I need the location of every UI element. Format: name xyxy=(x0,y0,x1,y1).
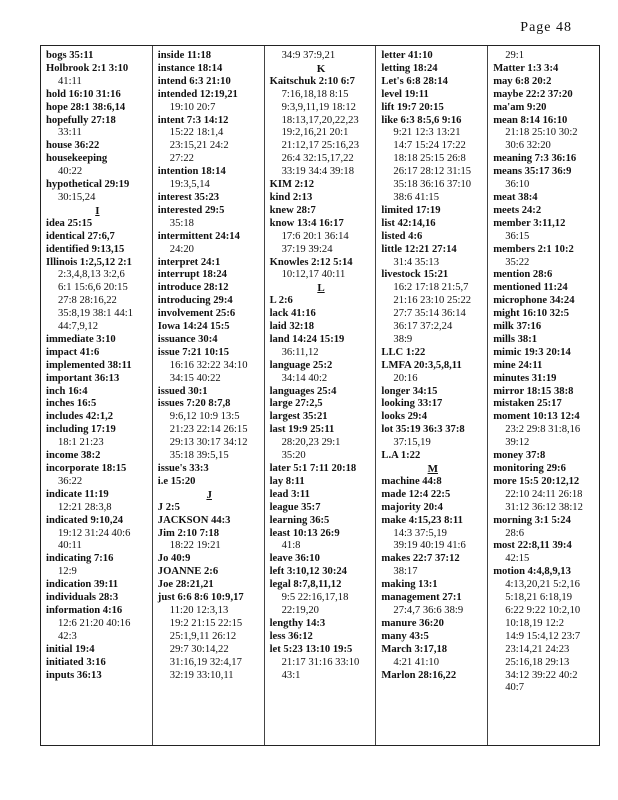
index-entry-continuation: 38:6 41:15 xyxy=(393,191,440,203)
index-entry-continuation: 38:17 xyxy=(393,566,418,578)
index-entry-continuation: 22:19,20 xyxy=(281,604,319,616)
index-entry: make 4:15,23 8:11 xyxy=(381,514,463,526)
index-entry: level 19:11 xyxy=(381,88,429,100)
index-entry: most 22:8,11 39:4 xyxy=(493,540,572,552)
index-entry-continuation: 10:18,19 12:2 xyxy=(505,617,565,629)
index-entry: lot 35:19 36:3 37:8 xyxy=(381,424,465,436)
index-entry-continuation: 37:15,19 xyxy=(393,437,431,449)
index-entry-continuation: 41:8 xyxy=(281,540,301,552)
index-entry: mistaken 25:17 xyxy=(493,398,562,410)
index-entry: important 36:13 xyxy=(46,372,120,384)
index-entry-continuation: 11:20 12:3,13 xyxy=(169,604,229,616)
index-entry: interested 29:5 xyxy=(157,204,225,216)
index-entry: LLC 1:22 xyxy=(381,346,426,358)
index-entry: interest 35:23 xyxy=(157,191,220,203)
index-entry-continuation: 35:8,19 38:1 44:1 xyxy=(58,308,134,320)
index-entry-continuation: 9:6,12 10:9 13:5 xyxy=(169,411,240,423)
index-entry: involvement 25:6 xyxy=(157,308,236,320)
index-entry: Jo 40:9 xyxy=(157,553,191,565)
index-entry: indicated 9:10,24 xyxy=(46,514,124,526)
index-entry-continuation: 36:10 xyxy=(505,179,530,191)
index-entry: livestock 15:21 xyxy=(381,269,449,281)
index-entry: limited 17:19 xyxy=(381,204,441,216)
index-entry: largest 35:21 xyxy=(269,411,328,423)
index-entry-continuation: 14:7 15:24 17:22 xyxy=(393,140,466,152)
index-entry: leave 36:10 xyxy=(269,553,320,565)
index-entry-continuation: 5:18,21 6:18,19 xyxy=(505,592,572,604)
index-entry: intent 7:3 14:12 xyxy=(157,114,229,126)
index-entry-continuation: 4:21 41:10 xyxy=(393,656,440,668)
index-entry: idea 25:15 xyxy=(46,217,93,229)
section-letter: K xyxy=(316,62,326,75)
index-entry: inch 16:4 xyxy=(46,385,88,397)
index-entry-continuation: 14:3 37:5,19 xyxy=(393,527,447,539)
index-entry: letting 18:24 xyxy=(381,62,438,74)
index-entry: machine 44:8 xyxy=(381,475,442,487)
index-entry-continuation: 22:10 24:11 26:18 xyxy=(505,488,583,500)
index-entry: L.A 1:22 xyxy=(381,450,421,462)
index-entry: incorporate 18:15 xyxy=(46,463,127,474)
index-entry-continuation: 29:1 xyxy=(505,50,525,61)
index-entry: letter 41:10 xyxy=(381,50,433,61)
index-entry-continuation: 40:22 xyxy=(58,166,83,178)
index-entry-continuation: 42:3 xyxy=(58,630,77,642)
index-entry: looks 29:4 xyxy=(381,411,428,423)
index-entry: intend 6:3 21:10 xyxy=(157,75,231,87)
index-entry-continuation: 40:11 xyxy=(58,540,82,552)
index-entry-continuation: 36:22 xyxy=(58,475,83,487)
index-entry-continuation: 9:3,9,11,19 18:12 xyxy=(281,101,356,113)
index-entry-continuation: 27:22 xyxy=(169,153,194,165)
index-entry: Marlon 28:16,22 xyxy=(381,669,457,681)
index-entry-continuation: 35:18 39:5,15 xyxy=(169,450,229,462)
index-entry-continuation: 4:13,20,21 5:2,16 xyxy=(505,579,580,591)
index-entry: mills 38:1 xyxy=(493,333,538,345)
index-entry-continuation: 18:18 25:15 26:8 xyxy=(393,153,466,165)
index-entry: longer 34:15 xyxy=(381,385,438,397)
index-entry: moment 10:13 12:4 xyxy=(493,411,580,423)
index-entry: morning 3:1 5:24 xyxy=(493,514,571,526)
index-entry: mimic 19:3 20:14 xyxy=(493,346,571,358)
index-entry: meaning 7:3 36:16 xyxy=(493,153,577,165)
section-letter: L xyxy=(317,282,325,295)
index-entry: legal 8:7,8,11,12 xyxy=(269,579,342,591)
index-entry: lay 8:11 xyxy=(269,475,305,487)
index-entry-continuation: 15:22 18:1,4 xyxy=(169,127,224,139)
index-entry: issued 30:1 xyxy=(157,385,208,397)
index-entry: just 6:6 8:6 10:9,17 xyxy=(157,592,244,604)
index-entry: members 2:1 10:2 xyxy=(493,243,574,255)
index-entry-continuation: 28:20,23 29:1 xyxy=(281,437,341,449)
index-entry-continuation: 43:1 xyxy=(281,669,301,681)
index-entry-continuation: 24:20 xyxy=(169,243,194,255)
index-entry-continuation: 18:1 21:23 xyxy=(58,437,104,449)
index-entry: mean 8:14 16:10 xyxy=(493,114,568,126)
index-column xyxy=(264,46,376,745)
index-entry-continuation: 30:6 32:20 xyxy=(505,140,551,152)
index-entry: Holbrook 2:1 3:10 xyxy=(46,62,129,74)
index-entry: Let's 6:8 28:14 xyxy=(381,75,448,87)
index-entry: lack 41:16 xyxy=(269,308,316,320)
index-entry: might 16:10 32:5 xyxy=(493,308,570,320)
index-entry: milk 37:16 xyxy=(493,321,542,333)
index-entry-continuation: 27:7 35:14 36:14 xyxy=(393,308,466,320)
index-entry: KIM 2:12 xyxy=(269,179,315,191)
index-entry: language 25:2 xyxy=(269,359,333,371)
index-entry-continuation: 19:2 21:15 22:15 xyxy=(169,617,243,629)
index-entry: motion 4:4,8,9,13 xyxy=(493,566,571,578)
index-entry: languages 25:4 xyxy=(269,385,337,397)
index-entry: L 2:6 xyxy=(269,295,293,307)
index-entry-continuation: 16:16 32:22 34:10 xyxy=(169,359,248,371)
index-entry: hopefully 27:18 xyxy=(46,114,116,126)
index-entry: more 15:5 20:12,12 xyxy=(493,475,580,487)
index-entry: interpret 24:1 xyxy=(157,256,221,268)
index-entry-continuation: 36:11,12 xyxy=(281,346,319,358)
index-column xyxy=(41,46,152,745)
index-entry-continuation: 23:15,21 24:2 xyxy=(169,140,229,152)
index-entry: March 3:17,18 xyxy=(381,643,448,655)
index-entry: interrupt 18:24 xyxy=(157,269,227,281)
section-letter: J xyxy=(206,488,212,501)
index-entry: income 38:2 xyxy=(46,450,101,462)
index-entry: looking 33:17 xyxy=(381,398,443,410)
index-entry: management 27:1 xyxy=(381,592,462,604)
index-entry: initial 19:4 xyxy=(46,643,95,655)
index-entry: intended 12:19,21 xyxy=(157,88,238,100)
index-entry: league 35:7 xyxy=(269,501,321,513)
index-entry-continuation: 19:10 20:7 xyxy=(169,101,216,113)
index-entry: mentioned 11:24 xyxy=(493,282,568,294)
index-entry-continuation: 27:8 28:16,22 xyxy=(58,295,117,307)
index-column xyxy=(152,46,264,745)
index-entry: introduce 28:12 xyxy=(157,282,229,294)
index-entry: laid 32:18 xyxy=(269,321,315,333)
index-entry-continuation: 26:17 28:12 31:15 xyxy=(393,166,472,178)
index-entry: identical 27:6,7 xyxy=(46,230,115,242)
index-entry: LMFA 20:3,5,8,11 xyxy=(381,359,462,371)
index-entry-continuation: 9:5 22:16,17,18 xyxy=(281,592,349,604)
index-entry: less 36:12 xyxy=(269,630,313,642)
index-entry-continuation: 20:16 xyxy=(393,372,418,384)
index-entry-continuation: 10:12,17 40:11 xyxy=(281,269,346,281)
index-entry: learning 36:5 xyxy=(269,514,330,526)
index-entry: making 13:1 xyxy=(381,579,438,591)
index-entry: house 36:22 xyxy=(46,140,100,152)
index-entry-continuation: 42:15 xyxy=(505,553,530,565)
index-entry-continuation: 23:14,21 24:23 xyxy=(505,643,570,655)
index-entry: Jim 2:10 7:18 xyxy=(157,527,219,539)
index-entry: member 3:11,12 xyxy=(493,217,566,229)
index-entry-continuation: 35:22 xyxy=(505,256,530,268)
index-entry-continuation: 35:20 xyxy=(281,450,306,462)
index-entry: hypothetical 29:19 xyxy=(46,179,130,191)
index-entry: mirror 18:15 38:8 xyxy=(493,385,574,397)
index-entry-continuation: 12:6 21:20 40:16 xyxy=(58,617,131,629)
index-entry: knew 28:7 xyxy=(269,204,316,216)
index-entry: Matter 1:3 3:4 xyxy=(493,62,559,74)
index-entry: Joe 28:21,21 xyxy=(157,579,214,591)
index-entry: majority 20:4 xyxy=(381,501,443,513)
index-entry: indication 39:11 xyxy=(46,579,119,591)
index-entry: information 4:16 xyxy=(46,604,123,616)
index-entry-continuation: 9:21 12:3 13:21 xyxy=(393,127,461,139)
index-entry-continuation: 25:16,18 29:13 xyxy=(505,656,570,668)
index-entry: implemented 38:11 xyxy=(46,359,132,371)
index-entry-continuation: 21:12,17 25:16,23 xyxy=(281,140,359,152)
index-entry-continuation: 33:19 34:4 39:18 xyxy=(281,166,354,178)
index-entry: includes 42:1,2 xyxy=(46,411,114,423)
index-entry-continuation: 36:15 xyxy=(505,230,530,242)
index-entry-continuation: 33:11 xyxy=(58,127,82,139)
page-number: Page 48 xyxy=(520,20,572,35)
index-column xyxy=(375,46,487,745)
index-entry: hope 28:1 38:6,14 xyxy=(46,101,126,113)
index-entry: Illinois 1:2,5,12 2:1 xyxy=(46,256,132,268)
index-entry-continuation: 14:9 15:4,12 23:7 xyxy=(505,630,581,642)
index-entry-continuation: 19:3,5,14 xyxy=(169,179,210,191)
index-entry: made 12:4 22:5 xyxy=(381,488,451,500)
index-entry-continuation: 39:12 xyxy=(505,437,530,449)
index-grid xyxy=(40,45,600,746)
index-entry-continuation: 29:7 30:14,22 xyxy=(169,643,229,655)
index-entry-continuation: 37:19 39:24 xyxy=(281,243,333,255)
index-entry: issues 7:20 8:7,8 xyxy=(157,398,231,410)
index-column xyxy=(487,46,599,745)
index-entry: inside 11:18 xyxy=(157,50,212,61)
index-entry: immediate 3:10 xyxy=(46,333,116,345)
index-entry: list 42:14,16 xyxy=(381,217,436,229)
index-entry-continuation: 23:2 29:8 31:8,16 xyxy=(505,424,581,436)
index-entry-continuation: 19:12 31:24 40:6 xyxy=(58,527,131,539)
index-entry: left 3:10,12 30:24 xyxy=(269,566,347,578)
index-entry: inches 16:5 xyxy=(46,398,97,410)
index-entry-continuation: 21:16 23:10 25:22 xyxy=(393,295,472,307)
index-entry-continuation: 34:12 39:22 40:2 xyxy=(505,669,578,681)
section-letter: M xyxy=(427,463,438,475)
index-entry-continuation: 7:16,18,18 8:15 xyxy=(281,88,349,100)
index-entry: bogs 35:11 xyxy=(46,50,94,61)
index-entry: instance 18:14 xyxy=(157,62,223,74)
index-entry: introducing 29:4 xyxy=(157,295,233,307)
index-entry: Kaitschuk 2:10 6:7 xyxy=(269,75,355,87)
index-entry: intention 18:14 xyxy=(157,166,226,178)
index-entry-continuation: 6:22 9:22 10:2,10 xyxy=(505,604,581,616)
index-entry-continuation: 21:17 31:16 33:10 xyxy=(281,656,360,668)
index-entry: JOANNE 2:6 xyxy=(157,566,219,578)
index-entry-continuation: 40:7 xyxy=(505,682,525,694)
index-entry: meat 38:4 xyxy=(493,191,538,203)
index-entry: Knowles 2:12 5:14 xyxy=(269,256,353,268)
index-entry: i.e 15:20 xyxy=(157,475,196,487)
index-entry: least 10:13 26:9 xyxy=(269,527,340,539)
index-entry: JACKSON 44:3 xyxy=(157,514,231,526)
index-entry-continuation: 34:9 37:9,21 xyxy=(281,50,336,61)
index-entry: like 6:3 8:5,6 9:16 xyxy=(381,114,462,126)
index-entry: housekeeping xyxy=(46,153,108,165)
index-entry-continuation: 44:7,9,12 xyxy=(58,321,99,333)
index-entry: know 13:4 16:17 xyxy=(269,217,344,229)
index-entry-continuation: 35:18 36:16 37:10 xyxy=(393,179,472,191)
index-entry: kind 2:13 xyxy=(269,191,313,203)
index-entry-continuation: 31:16,19 32:4,17 xyxy=(169,656,242,668)
index-entry: ma'am 9:20 xyxy=(493,101,547,113)
index-entry: issuance 30:4 xyxy=(157,333,218,345)
index-entry-continuation: 26:4 32:15,17,22 xyxy=(281,153,354,165)
index-entry-continuation: 18:22 19:21 xyxy=(169,540,221,552)
index-entry: microphone 34:24 xyxy=(493,295,575,307)
index-entry-continuation: 39:19 40:19 41:6 xyxy=(393,540,466,552)
index-entry: means 35:17 36:9 xyxy=(493,166,572,178)
index-entry-continuation: 31:12 36:12 38:12 xyxy=(505,501,583,513)
index-entry: makes 22:7 37:12 xyxy=(381,553,460,565)
index-entry-continuation: 34:14 40:2 xyxy=(281,372,328,384)
index-entry-continuation: 28:6 xyxy=(505,527,525,539)
index-entry-continuation: 12:9 xyxy=(58,566,77,578)
index-entry: later 5:1 7:11 20:18 xyxy=(269,463,357,474)
index-entry-continuation: 31:4 35:13 xyxy=(393,256,440,268)
index-entry-continuation: 29:13 30:17 34:12 xyxy=(169,437,248,449)
index-entry: last 19:9 25:11 xyxy=(269,424,335,436)
section-letter: I xyxy=(95,204,100,217)
index-entry: hold 16:10 31:16 xyxy=(46,88,121,100)
index-entry: individuals 28:3 xyxy=(46,592,119,604)
index-entry: monitoring 29:6 xyxy=(493,463,566,474)
index-entry: issue 7:21 10:15 xyxy=(157,346,230,358)
index-entry: many 43:5 xyxy=(381,630,429,642)
index-entry: minutes 31:19 xyxy=(493,372,557,384)
index-entry: identified 9:13,15 xyxy=(46,243,125,255)
index-entry-continuation: 34:15 40:22 xyxy=(169,372,221,384)
index-entry-continuation: 25:1,9,11 26:12 xyxy=(169,630,237,642)
index-entry: lengthy 14:3 xyxy=(269,617,326,629)
index-entry: meets 24:2 xyxy=(493,204,542,216)
index-entry: inputs 36:13 xyxy=(46,669,102,681)
index-entry: maybe 22:2 37:20 xyxy=(493,88,573,100)
index-entry: Iowa 14:24 15:5 xyxy=(157,321,230,333)
index-entry-continuation: 38:9 xyxy=(393,333,413,345)
index-entry-continuation: 41:11 xyxy=(58,75,82,87)
index-entry: lift 19:7 20:15 xyxy=(381,101,444,113)
index-entry: impact 41:6 xyxy=(46,346,100,358)
index-entry: mine 24:11 xyxy=(493,359,543,371)
index-entry: large 27:2,5 xyxy=(269,398,323,410)
index-entry: indicating 7:16 xyxy=(46,553,114,565)
index-entry: listed 4:6 xyxy=(381,230,423,242)
index-entry-continuation: 16:2 17:18 21:5,7 xyxy=(393,282,469,294)
index-entry-continuation: 30:15,24 xyxy=(58,191,96,203)
index-entry-continuation: 35:18 xyxy=(169,217,194,229)
index-entry-continuation: 21:18 25:10 30:2 xyxy=(505,127,578,139)
index-entry-continuation: 17:6 20:1 36:14 xyxy=(281,230,349,242)
index-entry-continuation: 2:3,4,8,13 3:2,6 xyxy=(58,269,125,281)
index-entry: intermittent 24:14 xyxy=(157,230,240,242)
index-entry: little 12:21 27:14 xyxy=(381,243,457,255)
index-entry: mention 28:6 xyxy=(493,269,553,281)
index-entry-continuation: 21:23 22:14 26:15 xyxy=(169,424,248,436)
index-entry: J 2:5 xyxy=(157,501,180,513)
index-entry-continuation: 12:21 28:3,8 xyxy=(58,501,112,513)
index-entry: indicate 11:19 xyxy=(46,488,109,500)
index-entry: manure 36:20 xyxy=(381,617,444,629)
index-entry-continuation: 6:1 15:6,6 20:15 xyxy=(58,282,128,294)
index-entry: let 5:23 13:10 19:5 xyxy=(269,643,353,655)
index-entry: initiated 3:16 xyxy=(46,656,106,668)
index-entry: money 37:8 xyxy=(493,450,546,462)
index-entry: including 17:19 xyxy=(46,424,116,436)
index-entry: land 14:24 15:19 xyxy=(269,333,345,345)
index-entry: may 6:8 20:2 xyxy=(493,75,552,87)
index-entry-continuation: 36:17 37:2,24 xyxy=(393,321,453,333)
index-entry-continuation: 19:2,16,21 20:1 xyxy=(281,127,349,139)
index-entry: lead 3:11 xyxy=(269,488,310,500)
index-entry: issue's 33:3 xyxy=(157,463,209,474)
index-entry-continuation: 32:19 33:10,11 xyxy=(169,669,234,681)
index-entry-continuation: 27:4,7 36:6 38:9 xyxy=(393,604,464,616)
index-entry-continuation: 18:13,17,20,22,23 xyxy=(281,114,359,126)
